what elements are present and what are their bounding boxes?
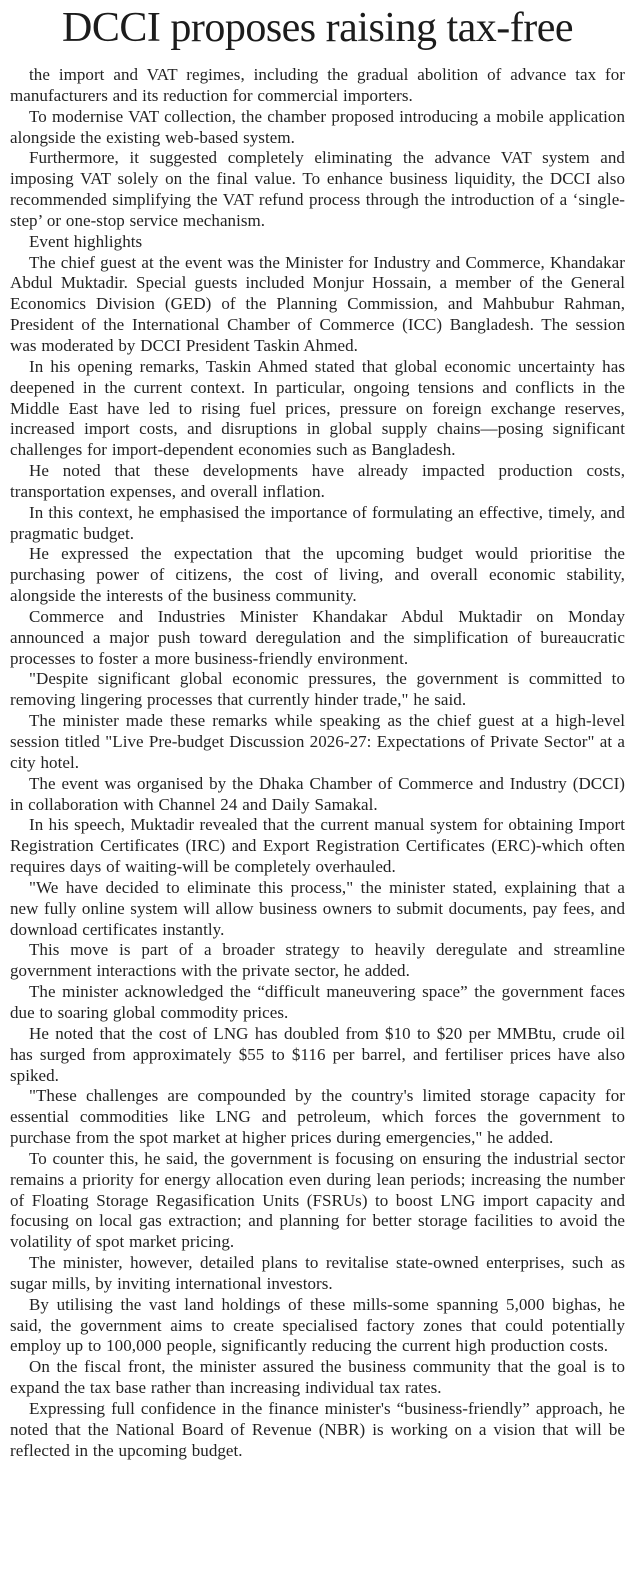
article-paragraph: To counter this, he said, the government is focusing on ensuring the industrial sector remains a priority for energy allocation even during lean periods; increasing the number of Floating Storage Regasification Units (FSRUs) to boost LNG import capacity and focusing on local gas extraction; and planning for better storage facilities to avoid the volatility of spot market pricing. xyxy=(10,1148,625,1252)
article-paragraph: By utilising the vast land holdings of these mills-some spanning 5,000 bighas, he said, the government aims to create specialised factory zones that could potentially employ up to 100,000 people, significantly reducing the current high production costs. xyxy=(10,1294,625,1356)
article-paragraph: The chief guest at the event was the Minister for Industry and Commerce, Khandakar Abdul Muktadir. Special guests included Monjur Hossain, a member of the General Economics Division (GED) of the Planning Commission, and Mahbubur Rahman, President of the International Chamber of Commerce (ICC) Bangladesh. The session was moderated by DCCI President Taskin Ahmed. xyxy=(10,252,625,355)
article-paragraph: Furthermore, it suggested completely eliminating the advance VAT system and imposing VAT solely on the final value. To enhance business liquidity, the DCCI also recommended simplifying the VAT refund process through the introduction of a ‘single-step’ or one-stop service mechanism. xyxy=(10,148,625,230)
article-paragraph: He noted that these developments have already impacted production costs, transportation expenses, and overall inflation. xyxy=(10,461,625,501)
article-headline: DCCI proposes raising tax-free xyxy=(61,5,574,51)
article-paragraph: Expressing full confidence in the finance minister's “business-friendly” approach, he noted that the National Board of Revenue (NBR) is working on a vision that will be reflected in the upcoming budget. xyxy=(10,1399,625,1460)
article-paragraph: "Despite significant global economic pressures, the government is committed to removing lingering processes that currently hinder trade," he said. xyxy=(10,669,625,710)
article-paragraph: The minister, however, detailed plans to revitalise state-owned enterprises, such as sugar mills, by inviting international investors. xyxy=(10,1253,625,1293)
article-paragraph: In his speech, Muktadir revealed that the current manual system for obtaining Import Registration Certificates (IRC) and Export Registration Certificates (ERC)-which often requires days of waiting-will be completely overhauled. xyxy=(10,815,625,877)
article-paragraph: In his opening remarks, Taskin Ahmed stated that global economic uncertainty has deepened in the current context. In particular, ongoing tensions and conflicts in the Middle East have led to rising fuel prices, pressure on foreign exchange reserves, increased import costs, and disruptions in global supply chains—posing significant challenges for import-dependent economies such as Bangladesh. xyxy=(10,356,625,460)
article-paragraph: In this context, he emphasised the importance of formulating an effective, timely, and pragmatic budget. xyxy=(10,502,625,543)
article-paragraph: the import and VAT regimes, including the gradual abolition of advance tax for manufacturers and its reduction for commercial importers. xyxy=(10,65,625,105)
article-paragraph: This move is part of a broader strategy to heavily deregulate and streamline government interactions with the private sector, he added. xyxy=(10,940,625,981)
article-paragraph: The event was organised by the Dhaka Chamber of Commerce and Industry (DCCI) in collaboration with Channel 24 and Daily Samakal. xyxy=(10,773,625,814)
article-paragraph: "These challenges are compounded by the country's limited storage capacity for essential commodities like LNG and petroleum, which forces the government to purchase from the spot market at higher prices during emergencies," he added. xyxy=(10,1086,625,1148)
article-paragraph: On the fiscal front, the minister assured the business community that the goal is to expand the tax base rather than increasing individual tax rates. xyxy=(10,1357,625,1398)
article-body xyxy=(10,65,625,1462)
article-paragraph: Commerce and Industries Minister Khandakar Abdul Muktadir on Monday announced a major push toward deregulation and the simplification of bureaucratic processes to foster a more business-friendly environment. xyxy=(10,606,625,668)
article-paragraph: The minister acknowledged the “difficult maneuvering space” the government faces due to soaring global commodity prices. xyxy=(10,982,625,1022)
article-paragraph: Event highlights xyxy=(29,231,143,251)
article-paragraph: He noted that the cost of LNG has doubled from $10 to $20 per MMBtu, crude oil has surged from approximately $55 to $116 per barrel, and fertiliser prices have also spiked. xyxy=(10,1023,625,1085)
article-paragraph: The minister made these remarks while speaking as the chief guest at a high-level session titled "Live Pre-budget Discussion 2026-27: Expectations of Private Sector" at a city hotel. xyxy=(10,711,625,772)
article-paragraph: To modernise VAT collection, the chamber proposed introducing a mobile application alongside the existing web-based system. xyxy=(10,106,625,147)
article-paragraph: "We have decided to eliminate this process," the minister stated, explaining that a new fully online system will allow business owners to submit documents, pay fees, and download certificates instantly. xyxy=(10,877,625,939)
article-paragraph: He expressed the expectation that the upcoming budget would prioritise the purchasing power of citizens, the cost of living, and overall economic stability, alongside the interests of the business community. xyxy=(10,544,625,606)
